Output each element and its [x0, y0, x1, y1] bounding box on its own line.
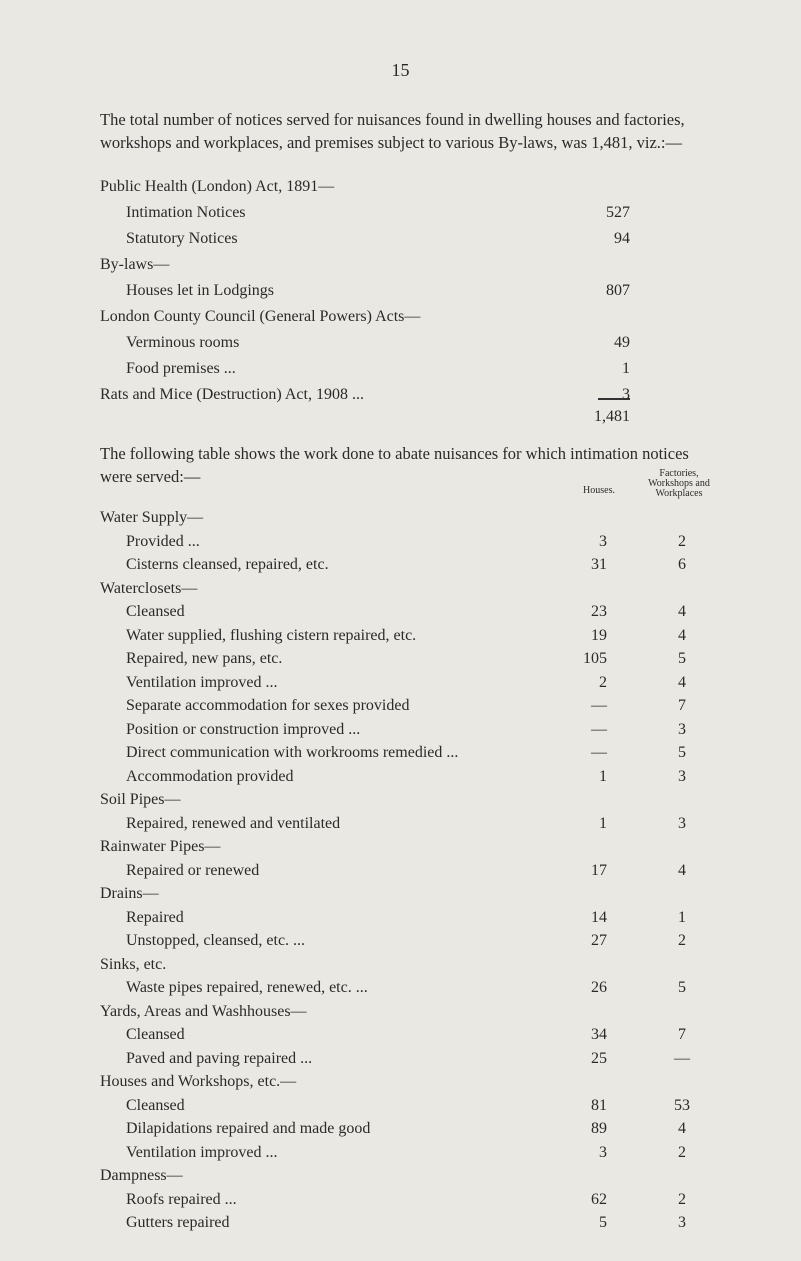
table-row — [0, 603, 801, 625]
houses-value: 62 — [591, 1190, 607, 1208]
houses-value: — — [591, 744, 607, 761]
table-section-heading — [0, 791, 801, 813]
notice-row-label: Houses let in Lodgings — [126, 282, 274, 299]
notice-row-label: Food premises ... — [126, 360, 236, 377]
factories-value: 7 — [678, 1026, 686, 1043]
page-number: 15 — [391, 60, 410, 80]
table-row — [0, 674, 801, 696]
houses-value: 19 — [591, 626, 607, 644]
total-rule — [598, 398, 630, 400]
table-row-label: Dilapidations repaired and made good — [126, 1120, 371, 1137]
factories-value: 53 — [674, 1096, 690, 1114]
table-row-label: Gutters repaired — [126, 1214, 230, 1231]
column-header-factories: Factories, Workshops and Workplaces — [648, 468, 710, 499]
notices-total: 1,481 — [594, 408, 630, 425]
factories-value: 2 — [678, 532, 686, 550]
table-row — [0, 650, 801, 672]
notice-row — [0, 178, 801, 200]
table-section-heading-label: Water Supply— — [100, 509, 204, 526]
houses-value: 17 — [591, 861, 607, 879]
table-section-heading — [0, 838, 801, 860]
table-section-heading — [0, 956, 801, 978]
notice-row-label: Statutory Notices — [126, 230, 238, 247]
table-intro-paragraph: The following table shows the work done to abate nuisances for which intimation notices were served:— — [100, 444, 689, 486]
table-row — [0, 697, 801, 719]
table-row-label: Provided ... — [126, 532, 200, 550]
table-row — [0, 1214, 801, 1236]
factories-value: 5 — [678, 650, 686, 667]
factories-value: 3 — [678, 814, 686, 832]
table-row-label: Repaired, new pans, etc. — [126, 650, 283, 667]
table-row — [0, 533, 801, 555]
table-section-heading-label: Soil Pipes— — [100, 791, 181, 808]
factories-value: 3 — [678, 1214, 686, 1231]
factories-value: — — [674, 1049, 690, 1067]
table-row-label: Cleansed — [126, 1026, 185, 1043]
table-section-heading-label: Sinks, etc. — [100, 955, 167, 973]
notice-value: 3 — [622, 386, 630, 403]
factories-value: 5 — [678, 744, 686, 761]
factories-value: 4 — [678, 673, 686, 691]
factories-value: 4 — [678, 626, 686, 644]
factories-value: 4 — [678, 603, 686, 620]
table-row-label: Unstopped, cleansed, etc. ... — [126, 932, 306, 949]
table-row-label: Roofs repaired ... — [126, 1190, 237, 1208]
factories-value: 3 — [678, 720, 686, 738]
table-row — [0, 1191, 801, 1213]
table-row-label: Repaired, renewed and ventilated — [126, 814, 341, 832]
table-row — [0, 768, 801, 790]
table-section-heading — [0, 509, 801, 531]
notice-row — [0, 256, 801, 278]
table-section-heading-label: Houses and Workshops, etc.— — [100, 1073, 297, 1090]
table-row-label: Direct communication with workrooms remedied ... — [126, 744, 459, 761]
table-row-label: Ventilation improved ... — [126, 673, 278, 691]
intro-paragraph: The total number of notices served for nuisances found in dwelling houses and factories, workshops and workplaces, and premises subject to various By-laws, was 1,481, viz.:— — [100, 110, 685, 152]
table-row — [0, 979, 801, 1001]
table-row — [0, 1026, 801, 1048]
notice-value: 94 — [614, 230, 630, 247]
houses-value: 14 — [591, 908, 607, 926]
table-section-heading-label: Waterclosets— — [100, 579, 198, 597]
table-row — [0, 932, 801, 954]
houses-value: — — [591, 720, 607, 738]
houses-value: 31 — [591, 556, 607, 573]
houses-value: 3 — [599, 532, 607, 550]
table-row — [0, 744, 801, 766]
table-row — [0, 721, 801, 743]
notice-row — [0, 230, 801, 252]
houses-value: 26 — [591, 979, 607, 996]
houses-value: 25 — [591, 1049, 607, 1067]
houses-value: 27 — [591, 932, 607, 949]
houses-value: 1 — [599, 814, 607, 832]
table-row-label: Accommodation provided — [126, 767, 294, 785]
column-header-houses: Houses. — [583, 485, 615, 496]
table-section-heading-label: Drains— — [100, 885, 159, 902]
table-section-heading-label: Rainwater Pipes— — [100, 838, 221, 855]
table-section-heading-label: Yards, Areas and Washhouses— — [100, 1002, 307, 1020]
notice-row-label: Verminous rooms — [126, 334, 240, 351]
table-row-label: Ventilation improved ... — [126, 1143, 278, 1161]
factories-value: 2 — [678, 1190, 686, 1208]
notice-row — [0, 334, 801, 356]
table-row-label: Repaired or renewed — [126, 861, 260, 879]
houses-value: 3 — [599, 1143, 607, 1161]
houses-value: 23 — [591, 603, 607, 620]
table-row-label: Paved and paving repaired ... — [126, 1049, 313, 1067]
table-row — [0, 1097, 801, 1119]
notice-value: 1 — [622, 360, 630, 377]
table-row — [0, 1144, 801, 1166]
notice-row-label: By-laws— — [100, 256, 170, 273]
table-row — [0, 862, 801, 884]
table-row-label: Water supplied, flushing cistern repaired, etc. — [126, 626, 417, 644]
houses-value: 89 — [591, 1120, 607, 1137]
houses-value: — — [591, 697, 607, 714]
factories-value: 7 — [678, 697, 686, 714]
table-row-label: Cisterns cleansed, repaired, etc. — [126, 556, 329, 573]
table-row — [0, 556, 801, 578]
table-section-heading-label: Dampness— — [100, 1167, 183, 1184]
table-row — [0, 627, 801, 649]
factories-value: 5 — [678, 979, 686, 996]
houses-value: 1 — [599, 767, 607, 785]
notice-row — [0, 360, 801, 382]
houses-value: 34 — [591, 1026, 607, 1043]
table-section-heading — [0, 885, 801, 907]
table-row-label: Position or construction improved ... — [126, 720, 361, 738]
table-section-heading — [0, 580, 801, 602]
houses-value: 81 — [591, 1096, 607, 1114]
factories-value: 1 — [678, 908, 686, 926]
factories-value: 6 — [678, 556, 686, 573]
notice-row-label: London County Council (General Powers) Acts— — [100, 308, 421, 325]
notice-row — [0, 282, 801, 304]
table-row — [0, 909, 801, 931]
notice-row — [0, 204, 801, 226]
notice-row-label: Public Health (London) Act, 1891— — [100, 178, 335, 195]
notice-row — [0, 308, 801, 330]
factories-value: 2 — [678, 1143, 686, 1161]
notice-row-label: Intimation Notices — [126, 204, 246, 221]
houses-value: 5 — [599, 1214, 607, 1231]
table-section-heading — [0, 1003, 801, 1025]
table-row — [0, 815, 801, 837]
notice-row-label: Rats and Mice (Destruction) Act, 1908 ... — [100, 386, 364, 403]
table-row-label: Cleansed — [126, 603, 185, 620]
factories-value: 2 — [678, 932, 686, 949]
factories-value: 4 — [678, 861, 686, 879]
table-row-label: Waste pipes repaired, renewed, etc. ... — [126, 979, 368, 996]
houses-value: 105 — [583, 650, 607, 667]
table-row-label: Separate accommodation for sexes provided — [126, 697, 410, 714]
table-section-heading — [0, 1073, 801, 1095]
factories-value: 3 — [678, 767, 686, 785]
table-row-label: Cleansed — [126, 1096, 185, 1114]
table-row — [0, 1050, 801, 1072]
notice-row — [0, 386, 801, 408]
factories-value: 4 — [678, 1120, 686, 1137]
table-row-label: Repaired — [126, 908, 184, 926]
table-row — [0, 1120, 801, 1142]
table-section-heading — [0, 1167, 801, 1189]
houses-value: 2 — [599, 673, 607, 691]
notice-value: 527 — [606, 204, 630, 221]
notice-value: 807 — [606, 282, 630, 299]
notice-value: 49 — [614, 334, 630, 351]
